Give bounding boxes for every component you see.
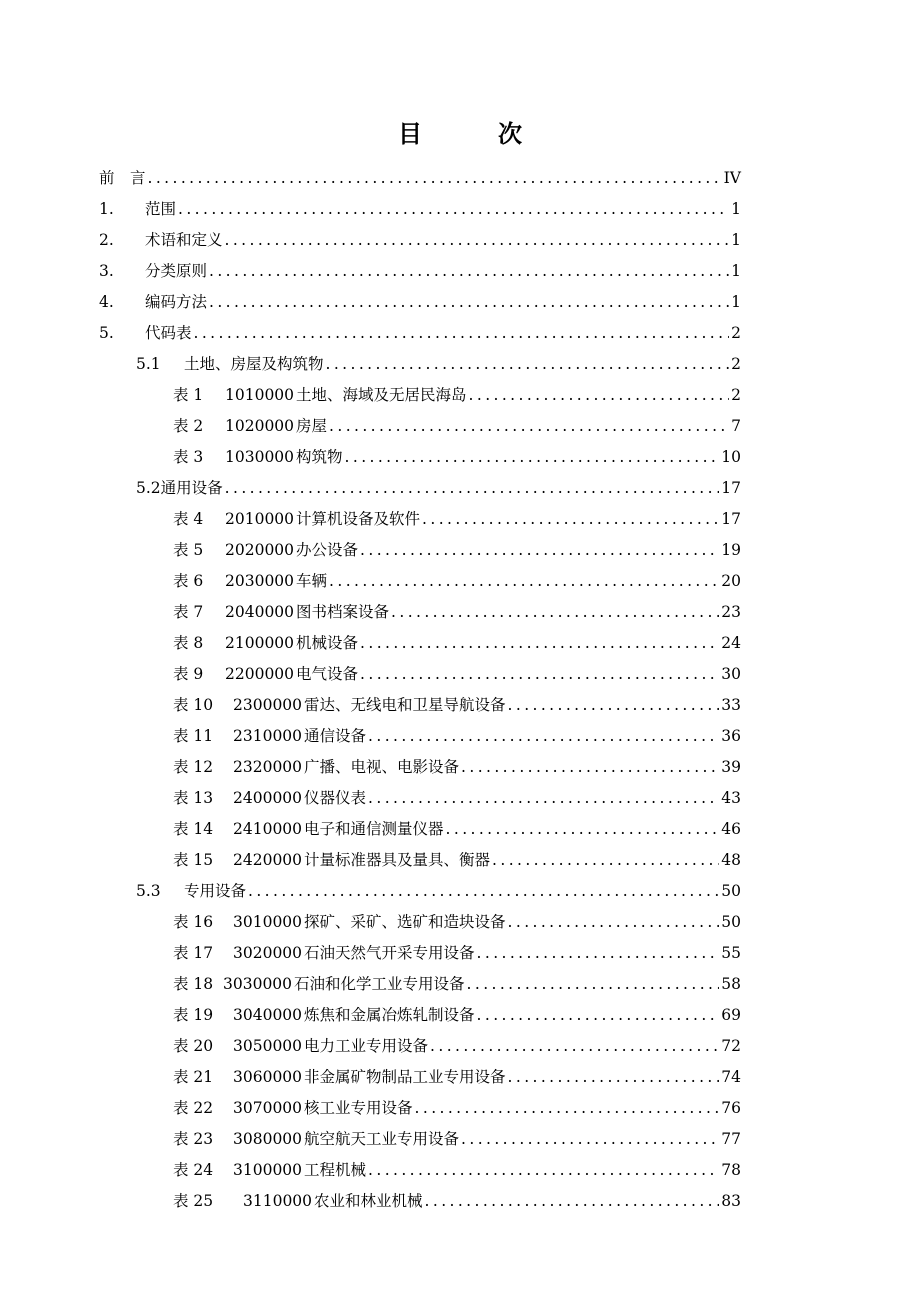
toc-entry-number: 5. bbox=[99, 324, 114, 342]
toc-entry-page: 17 bbox=[721, 479, 741, 497]
toc-entry-code: 2040000 bbox=[225, 603, 295, 621]
toc-entry-code: 1010000 bbox=[225, 386, 295, 404]
toc-entry-table-number: 表 4 bbox=[173, 510, 204, 528]
toc-entry-table-9[interactable] bbox=[0, 659, 920, 690]
toc-entry-label: 土地、房屋及构筑物 bbox=[184, 355, 324, 373]
toc-entry-table-number: 表 7 bbox=[173, 603, 204, 621]
toc-entry-code: 3030000 bbox=[223, 975, 293, 993]
toc-entry-code: 3080000 bbox=[233, 1130, 303, 1148]
toc-entry-label: 电力工业专用设备 bbox=[304, 1037, 429, 1055]
toc-entry-code: 2100000 bbox=[225, 634, 295, 652]
toc-entry-code: 2300000 bbox=[233, 696, 303, 714]
toc-entry-page: 72 bbox=[721, 1037, 741, 1055]
toc-entry-number: 5.1 bbox=[136, 355, 161, 373]
dot-leader bbox=[225, 225, 730, 256]
toc-entry-label: 探矿、采矿、选矿和造块设备 bbox=[304, 913, 506, 931]
toc-entry-table-14[interactable] bbox=[0, 814, 920, 845]
toc-entry-1[interactable] bbox=[0, 194, 920, 225]
toc-entry-table-number: 表 11 bbox=[173, 727, 214, 745]
dot-leader bbox=[508, 1062, 720, 1093]
toc-entry-page: 43 bbox=[721, 789, 741, 807]
toc-entry-table-number: 表 12 bbox=[173, 758, 214, 776]
toc-entry-page: 58 bbox=[721, 975, 741, 993]
dot-leader bbox=[360, 628, 719, 659]
toc-entry-page: 1 bbox=[731, 262, 741, 280]
toc-entry-label: 石油和化学工业专用设备 bbox=[294, 975, 465, 993]
toc-entry-label: 仪器仪表 bbox=[304, 789, 367, 807]
toc-entry-2[interactable] bbox=[0, 225, 920, 256]
dot-leader bbox=[248, 876, 719, 907]
toc-entry-label: 广播、电视、电影设备 bbox=[304, 758, 460, 776]
toc-entry-table-11[interactable] bbox=[0, 721, 920, 752]
dot-leader bbox=[461, 752, 719, 783]
toc-entry-label: 石油天然气开采专用设备 bbox=[304, 944, 475, 962]
dot-leader bbox=[425, 1186, 720, 1217]
toc-entry-page: 77 bbox=[721, 1130, 741, 1148]
toc-entry-page: 78 bbox=[721, 1161, 741, 1179]
dot-leader bbox=[430, 1031, 719, 1062]
toc-entry-label: 分类原则 bbox=[145, 262, 208, 280]
toc-entry-number: 前 言 bbox=[99, 169, 146, 187]
toc-entry-table-number: 表 22 bbox=[173, 1099, 214, 1117]
dot-leader bbox=[422, 504, 719, 535]
toc-entry-number: 5.3 bbox=[136, 882, 161, 900]
toc-entry-page: 39 bbox=[721, 758, 741, 776]
dot-leader bbox=[508, 690, 720, 721]
toc-entry-5-1[interactable] bbox=[0, 349, 920, 380]
toc-entry-table-number: 表 8 bbox=[173, 634, 204, 652]
dot-leader bbox=[469, 380, 730, 411]
toc-entry-table-5[interactable] bbox=[0, 535, 920, 566]
toc-entry-code: 3040000 bbox=[233, 1006, 303, 1024]
toc-entry-label: 机械设备 bbox=[296, 634, 359, 652]
toc-entry-label: 农业和林业机械 bbox=[314, 1192, 423, 1210]
toc-entry-preface[interactable] bbox=[0, 163, 920, 194]
toc-entry-table-number: 表 21 bbox=[173, 1068, 214, 1086]
toc-entry-page: 30 bbox=[721, 665, 741, 683]
toc-entry-code: 2400000 bbox=[233, 789, 303, 807]
toc-entry-page: 36 bbox=[721, 727, 741, 745]
toc-entry-page: 23 bbox=[721, 603, 741, 621]
dot-leader bbox=[360, 659, 719, 690]
toc-entry-label: 编码方法 bbox=[145, 293, 208, 311]
toc-entry-label: 航空航天工业专用设备 bbox=[304, 1130, 460, 1148]
toc-entry-page: 50 bbox=[721, 913, 741, 931]
toc-entry-code: 2030000 bbox=[225, 572, 295, 590]
toc-entry-code: 3060000 bbox=[233, 1068, 303, 1086]
dot-leader bbox=[492, 845, 719, 876]
toc-entry-code: 3070000 bbox=[233, 1099, 303, 1117]
toc-entry-table-number: 表 9 bbox=[173, 665, 204, 683]
toc-entry-label: 构筑物 bbox=[296, 448, 343, 466]
toc-entry-5-3[interactable] bbox=[0, 876, 920, 907]
toc-entry-label: 计算机设备及软件 bbox=[296, 510, 421, 528]
toc-entry-table-24[interactable] bbox=[0, 1155, 920, 1186]
toc-entry-label: 图书档案设备 bbox=[296, 603, 390, 621]
toc-entry-code: 1030000 bbox=[225, 448, 295, 466]
dot-leader bbox=[477, 1000, 720, 1031]
toc-entry-code: 2420000 bbox=[233, 851, 303, 869]
toc-entry-label: 电子和通信测量仪器 bbox=[304, 820, 444, 838]
toc-entry-table-23[interactable] bbox=[0, 1124, 920, 1155]
toc-entry-page: 2 bbox=[731, 324, 741, 342]
toc-entry-code: 2320000 bbox=[233, 758, 303, 776]
toc-entry-page: 10 bbox=[721, 448, 741, 466]
toc-entry-page: 50 bbox=[721, 882, 741, 900]
toc-entry-number: 3. bbox=[99, 262, 114, 280]
toc-entry-table-8[interactable] bbox=[0, 628, 920, 659]
toc-entry-code: 3110000 bbox=[243, 1192, 313, 1210]
dot-leader bbox=[391, 597, 719, 628]
toc-entry-table-21[interactable] bbox=[0, 1062, 920, 1093]
toc-entry-table-17[interactable] bbox=[0, 938, 920, 969]
dot-leader bbox=[209, 256, 729, 287]
toc-entry-5-2[interactable] bbox=[0, 473, 920, 504]
toc-entry-number: 4. bbox=[99, 293, 114, 311]
toc-entry-table-12[interactable] bbox=[0, 752, 920, 783]
toc-entry-page: 1 bbox=[731, 200, 741, 218]
toc-entry-table-number: 表 23 bbox=[173, 1130, 214, 1148]
toc-entry-label: 雷达、无线电和卫星导航设备 bbox=[304, 696, 506, 714]
dot-leader bbox=[225, 473, 720, 504]
toc-entry-code: 3100000 bbox=[233, 1161, 303, 1179]
toc-entry-table-number: 表 5 bbox=[173, 541, 204, 559]
toc-entry-page: 2 bbox=[731, 386, 741, 404]
toc-entry-number: 5.2 bbox=[136, 479, 161, 497]
dot-leader bbox=[415, 1093, 720, 1124]
toc-entry-code: 3020000 bbox=[233, 944, 303, 962]
dot-leader bbox=[461, 1124, 719, 1155]
toc-list bbox=[0, 163, 920, 1217]
toc-entry-page: 74 bbox=[721, 1068, 741, 1086]
toc-entry-page: 17 bbox=[721, 510, 741, 528]
toc-entry-table-number: 表 16 bbox=[173, 913, 214, 931]
toc-entry-label: 计量标准器具及量具、衡器 bbox=[304, 851, 491, 869]
toc-entry-table-3[interactable] bbox=[0, 442, 920, 473]
toc-entry-page: 76 bbox=[721, 1099, 741, 1117]
toc-entry-table-number: 表 24 bbox=[173, 1161, 214, 1179]
toc-entry-label: 办公设备 bbox=[296, 541, 359, 559]
toc-entry-code: 2200000 bbox=[225, 665, 295, 683]
toc-entry-table-number: 表 2 bbox=[173, 417, 204, 435]
toc-entry-4[interactable] bbox=[0, 287, 920, 318]
toc-entry-table-16[interactable] bbox=[0, 907, 920, 938]
dot-leader bbox=[345, 442, 720, 473]
toc-entry-table-number: 表 20 bbox=[173, 1037, 214, 1055]
toc-entry-page: 24 bbox=[721, 634, 741, 652]
toc-entry-table-number: 表 18 bbox=[173, 975, 214, 993]
toc-entry-5[interactable] bbox=[0, 318, 920, 349]
dot-leader bbox=[446, 814, 720, 845]
toc-entry-label: 车辆 bbox=[296, 572, 328, 590]
toc-entry-page: 55 bbox=[721, 944, 741, 962]
toc-entry-page: 19 bbox=[721, 541, 741, 559]
toc-entry-label: 非金属矿物制品工业专用设备 bbox=[304, 1068, 506, 1086]
toc-entry-table-number: 表 19 bbox=[173, 1006, 214, 1024]
toc-entry-label: 通用设备 bbox=[160, 479, 223, 497]
toc-entry-code: 2410000 bbox=[233, 820, 303, 838]
toc-entry-page: 2 bbox=[731, 355, 741, 373]
toc-entry-table-15[interactable] bbox=[0, 845, 920, 876]
dot-leader bbox=[467, 969, 720, 1000]
dot-leader bbox=[477, 938, 720, 969]
toc-entry-number: 1. bbox=[99, 200, 114, 218]
toc-entry-page: 33 bbox=[721, 696, 741, 714]
toc-entry-label: 房屋 bbox=[296, 417, 328, 435]
toc-entry-table-number: 表 1 bbox=[173, 386, 204, 404]
toc-entry-table-10[interactable] bbox=[0, 690, 920, 721]
toc-entry-label: 核工业专用设备 bbox=[304, 1099, 413, 1117]
toc-entry-table-number: 表 3 bbox=[173, 448, 204, 466]
toc-entry-table-number: 表 14 bbox=[173, 820, 214, 838]
toc-entry-table-4[interactable] bbox=[0, 504, 920, 535]
toc-entry-page: 46 bbox=[721, 820, 741, 838]
dot-leader bbox=[368, 721, 719, 752]
toc-entry-label: 代码表 bbox=[145, 324, 192, 342]
toc-entry-page: 1 bbox=[731, 231, 741, 249]
toc-entry-label: 范围 bbox=[145, 200, 177, 218]
toc-entry-table-number: 表 25 bbox=[173, 1192, 214, 1210]
toc-entry-label: 通信设备 bbox=[304, 727, 367, 745]
toc-entry-table-18[interactable] bbox=[0, 969, 920, 1000]
toc-entry-page: 7 bbox=[731, 417, 741, 435]
toc-entry-label: 工程机械 bbox=[304, 1161, 367, 1179]
toc-entry-label: 术语和定义 bbox=[145, 231, 223, 249]
toc-entry-code: 2020000 bbox=[225, 541, 295, 559]
toc-entry-code: 3010000 bbox=[233, 913, 303, 931]
toc-entry-label: 炼焦和金属冶炼轧制设备 bbox=[304, 1006, 475, 1024]
toc-entry-table-number: 表 13 bbox=[173, 789, 214, 807]
dot-leader bbox=[326, 349, 730, 380]
dot-leader bbox=[194, 318, 730, 349]
dot-leader bbox=[178, 194, 729, 225]
toc-entry-code: 2310000 bbox=[233, 727, 303, 745]
toc-entry-table-13[interactable] bbox=[0, 783, 920, 814]
dot-leader bbox=[329, 411, 729, 442]
toc-entry-label: 专用设备 bbox=[184, 882, 247, 900]
page-title: 目 次 bbox=[398, 120, 548, 148]
toc-entry-table-2[interactable] bbox=[0, 411, 920, 442]
toc-entry-table-number: 表 15 bbox=[173, 851, 214, 869]
toc-entry-table-number: 表 10 bbox=[173, 696, 214, 714]
dot-leader bbox=[360, 535, 719, 566]
dot-leader bbox=[368, 1155, 719, 1186]
toc-entry-page: IV bbox=[723, 169, 741, 187]
toc-entry-table-number: 表 6 bbox=[173, 572, 204, 590]
toc-entry-table-1[interactable] bbox=[0, 380, 920, 411]
toc-entry-page: 20 bbox=[721, 572, 741, 590]
toc-entry-table-6[interactable] bbox=[0, 566, 920, 597]
toc-entry-label: 电气设备 bbox=[296, 665, 359, 683]
toc-entry-table-25[interactable] bbox=[0, 1186, 920, 1217]
toc-entry-table-number: 表 17 bbox=[173, 944, 214, 962]
toc-entry-code: 3050000 bbox=[233, 1037, 303, 1055]
toc-entry-table-20[interactable] bbox=[0, 1031, 920, 1062]
dot-leader bbox=[209, 287, 729, 318]
toc-entry-code: 2010000 bbox=[225, 510, 295, 528]
dot-leader bbox=[368, 783, 719, 814]
dot-leader bbox=[508, 907, 720, 938]
toc-entry-table-22[interactable] bbox=[0, 1093, 920, 1124]
toc-entry-3[interactable] bbox=[0, 256, 920, 287]
toc-entry-page: 83 bbox=[721, 1192, 741, 1210]
toc-entry-code: 1020000 bbox=[225, 417, 295, 435]
toc-entry-number: 2. bbox=[99, 231, 114, 249]
toc-entry-page: 1 bbox=[731, 293, 741, 311]
dot-leader bbox=[329, 566, 719, 597]
toc-entry-table-19[interactable] bbox=[0, 1000, 920, 1031]
toc-entry-label: 土地、海域及无居民海岛 bbox=[296, 386, 467, 404]
toc-entry-table-7[interactable] bbox=[0, 597, 920, 628]
toc-entry-page: 48 bbox=[721, 851, 741, 869]
toc-entry-page: 69 bbox=[721, 1006, 741, 1024]
dot-leader bbox=[148, 163, 722, 194]
